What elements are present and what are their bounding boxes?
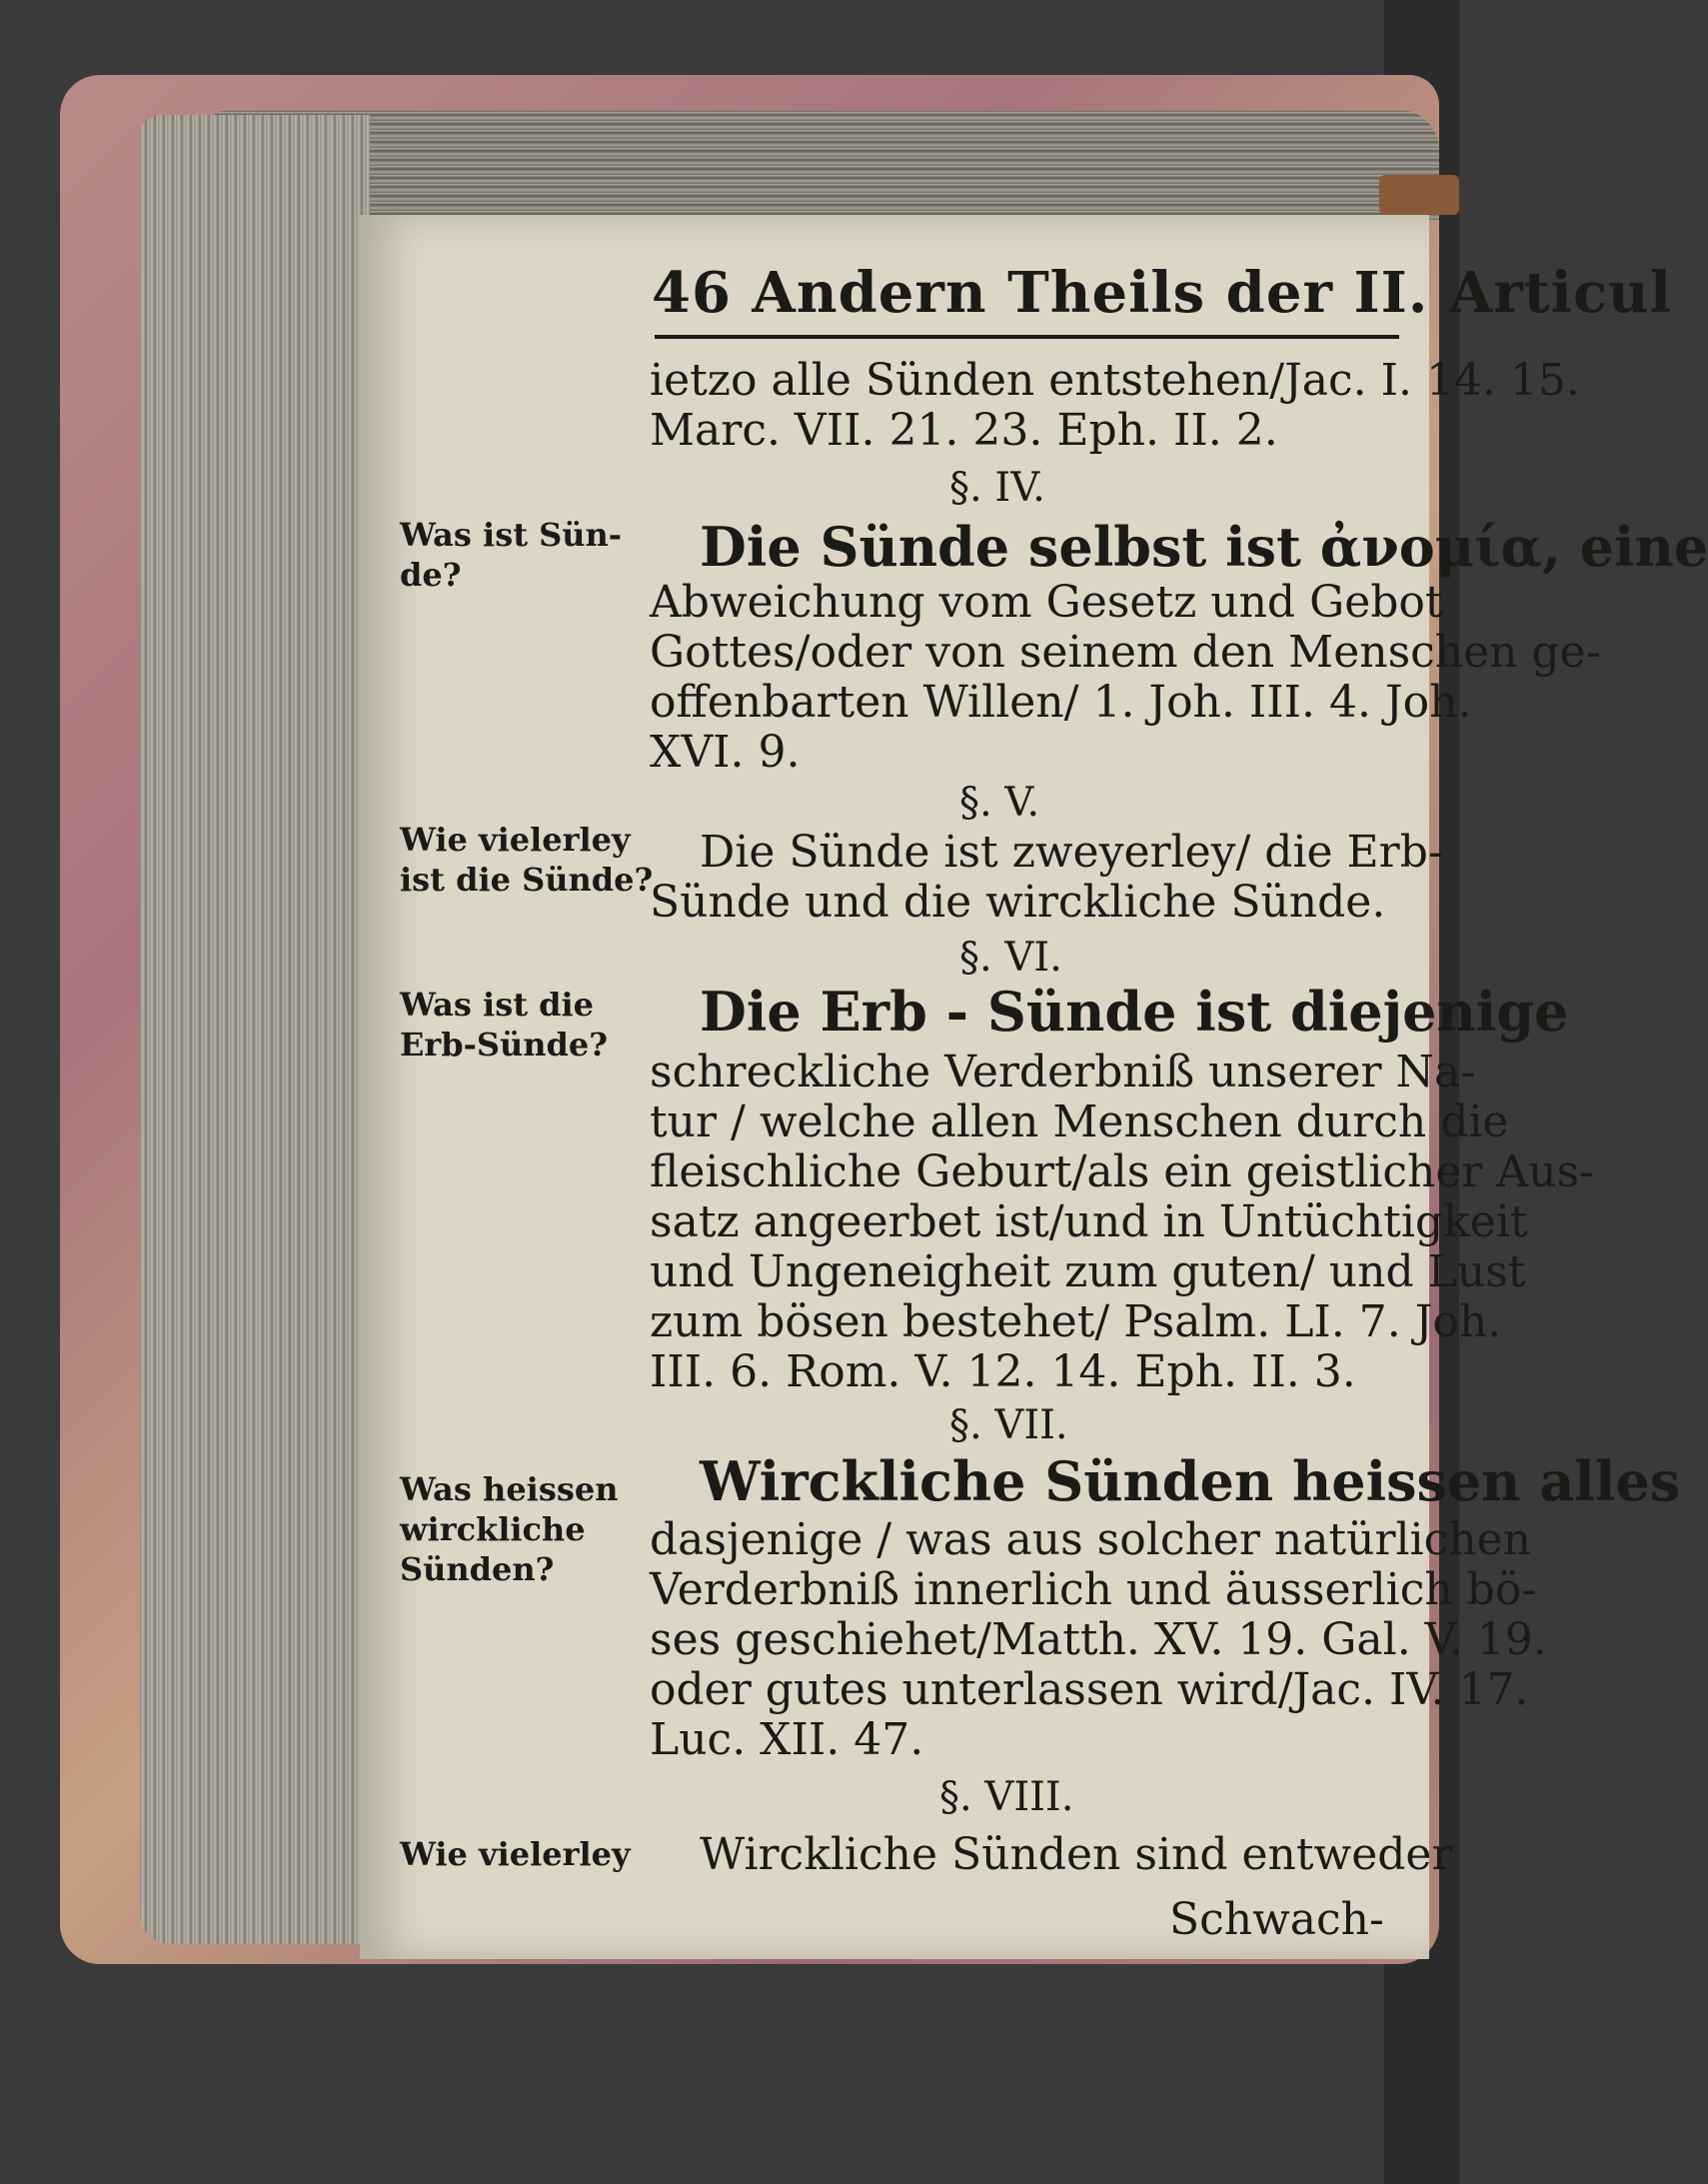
- margin-note: Was ist die Erb-Sünde?: [400, 986, 609, 1064]
- text-line: Wirckliche Sünden sind entweder: [700, 1829, 1453, 1880]
- text-line: schreckliche Verderbniß unserer Na-: [650, 1047, 1476, 1097]
- text-line: XVI. 9.: [650, 727, 801, 778]
- text-line: Die Sünde ist zweyerley/ die Erb-: [700, 827, 1443, 878]
- bookmark-stub: [1379, 175, 1459, 215]
- text-line: III. 6. Rom. V. 12. 14. Eph. II. 3.: [650, 1346, 1356, 1397]
- section-heading: §. V.: [959, 780, 1040, 826]
- text-line: oder gutes unterlassen wird/Jac. IV. 17.: [650, 1664, 1529, 1715]
- book-top-edge: [200, 110, 1439, 220]
- text-line: ietzo alle Sünden entstehen/Jac. I. 14. 15.: [650, 355, 1580, 406]
- section-heading: §. VIII.: [939, 1774, 1074, 1820]
- section-heading: §. IV.: [949, 465, 1045, 511]
- margin-note: Was ist Sün- de?: [400, 516, 623, 594]
- section-heading: §. VI.: [959, 935, 1062, 981]
- catchword: Schwach-: [1169, 1894, 1384, 1945]
- header-rule: [655, 335, 1399, 339]
- text-line: offenbarten Willen/ 1. Joh. III. 4. Joh.: [650, 677, 1472, 728]
- text-line: fleischliche Geburt/als ein geistlicher Aus-: [650, 1146, 1594, 1197]
- text-line: Sünde und die wirckliche Sünde.: [650, 877, 1386, 928]
- margin-note: Wie vielerley: [400, 1835, 631, 1873]
- page-header: 46 Andern Theils der II. Articul: [652, 260, 1673, 326]
- margin-note: Was heissen wirckliche Sünden?: [400, 1470, 619, 1588]
- text-line: Die Erb - Sünde ist diejenige: [700, 980, 1569, 1044]
- text-line: Abweichung vom Gesetz und Gebot: [650, 577, 1443, 628]
- book-page: [360, 215, 1708, 1959]
- text-line: Verderbniß innerlich und äusserlich bö-: [650, 1564, 1537, 1615]
- section-heading: §. VII.: [949, 1402, 1068, 1448]
- text-line: und Ungeneigheit zum guten/ und Lust: [650, 1246, 1526, 1297]
- text-line: Marc. VII. 21. 23. Eph. II. 2.: [650, 405, 1278, 456]
- text-line: ses geschiehet/Matth. XV. 19. Gal. V. 19.: [650, 1614, 1547, 1665]
- margin-note: Wie vielerley ist die Sünde?: [400, 821, 654, 899]
- text-line: satz angeerbet ist/und in Untüchtigkeit: [650, 1196, 1528, 1247]
- text-line: zum bösen bestehet/ Psalm. LI. 7. Joh.: [650, 1296, 1502, 1347]
- book-page-edges: [140, 115, 370, 1944]
- text-line: Gottes/oder von seinem den Menschen ge-: [650, 627, 1601, 678]
- text-line: dasjenige / was aus solcher natürlichen: [650, 1514, 1531, 1565]
- text-line: tur / welche allen Menschen durch die: [650, 1096, 1509, 1147]
- text-line: Die Sünde selbst ist ἀνομία, eine: [700, 515, 1708, 579]
- text-line: Wirckliche Sünden heissen alles: [700, 1449, 1681, 1513]
- text-line: Luc. XII. 47.: [650, 1714, 924, 1765]
